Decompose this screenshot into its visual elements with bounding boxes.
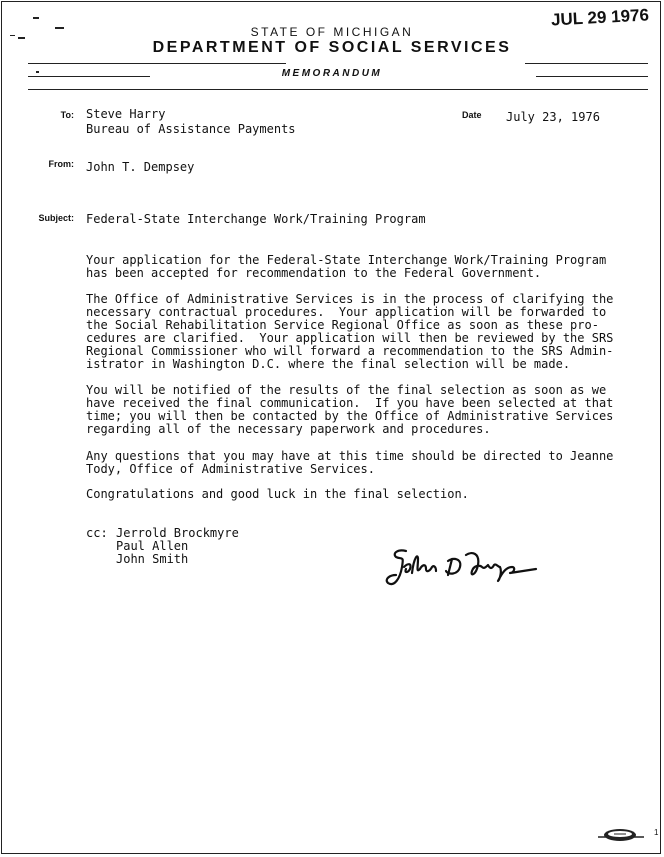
header-rule: [28, 63, 286, 64]
header-rule: [525, 63, 648, 64]
cc-recipient: Jerrold Brockmyre: [116, 526, 239, 540]
page-number: 1: [654, 828, 659, 837]
from-label: From:: [48, 159, 74, 169]
cc-recipient: Paul Allen: [116, 539, 189, 553]
to-label: To:: [60, 110, 74, 120]
body-paragraph: You will be notified of the results of the final selection as soon as we have received the final communication. If you have been selected at that time; you will then be contacted by the Office of Administrative Services regarding all of the necessary paperwork and procedures.: [86, 383, 614, 436]
cc-recipient: John Smith: [116, 552, 189, 566]
department-heading: DEPARTMENT OF SOCIAL SERVICES: [152, 39, 512, 56]
date-value: July 23, 1976: [506, 110, 600, 124]
printer-logo-icon: [596, 826, 650, 844]
from-value: John T. Dempsey: [86, 160, 195, 174]
subject-value: Federal-State Interchange Work/Training Program: [86, 212, 426, 226]
subject-label: Subject:: [38, 213, 74, 223]
header-rule: [28, 89, 648, 90]
body-paragraph: The Office of Administrative Services is in the process of clarifying the necessary contractual procedures. Your application will be forwarded to the Social Rehabilitation Service Regional Office as soon as these pro- cedures are clarified. Your application will then be reviewed by the SRS Regional Commissioner who will forward a recommendation to the SRS Admin- istrator in Washington D.C. where the final selection will be made.: [86, 292, 614, 371]
to-name: Steve Harry: [86, 107, 166, 121]
memorandum-title: MEMORANDUM: [281, 68, 383, 79]
cc-label: cc:: [86, 526, 108, 540]
body-paragraph: Congratulations and good luck in the final selection.: [86, 487, 469, 501]
to-organization: Bureau of Assistance Payments: [86, 122, 296, 136]
handwritten-signature: [376, 545, 546, 590]
body-paragraph: Your application for the Federal-State Interchange Work/Training Program has been accepted for recommendation to the Federal Government.: [86, 253, 607, 280]
state-heading: STATE OF MICHIGAN: [250, 25, 414, 39]
body-paragraph: Any questions that you may have at this time should be directed to Jeanne Tody, Office of Administrative Services.: [86, 449, 614, 476]
scan-mark: [33, 17, 39, 19]
received-date-stamp: JUL 29 1976: [550, 5, 650, 30]
date-label: Date: [462, 110, 482, 120]
